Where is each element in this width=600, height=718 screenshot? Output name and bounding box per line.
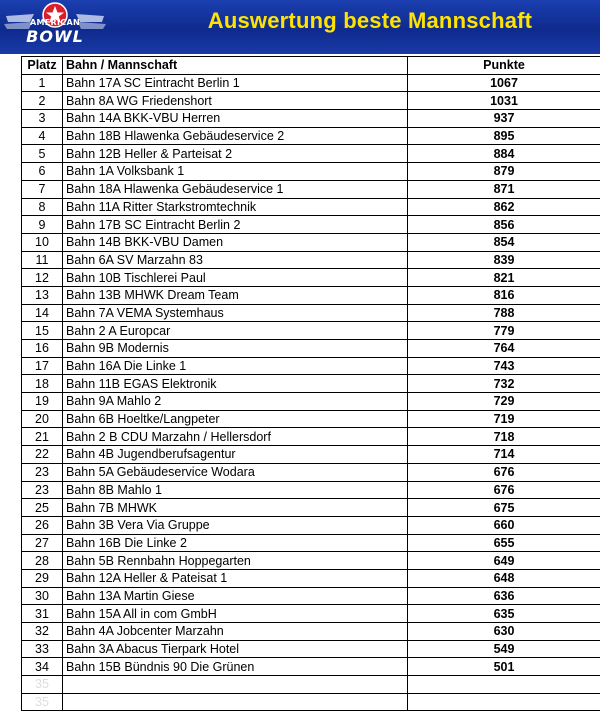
team-cell: Bahn 14B BKK-VBU Damen	[63, 233, 408, 251]
punkte-cell: 635	[408, 605, 600, 623]
platz-cell: 11	[22, 251, 63, 269]
table-row	[22, 410, 600, 428]
platz-cell: 32	[22, 623, 63, 641]
punkte-cell: 764	[408, 340, 600, 358]
punkte-cell: 871	[408, 180, 600, 198]
punkte-cell: 1031	[408, 92, 600, 110]
header-banner	[0, 0, 600, 54]
table-row	[22, 605, 600, 623]
table-row	[22, 163, 600, 181]
team-cell: Bahn 16B Die Linke 2	[63, 534, 408, 552]
table-row	[22, 74, 600, 92]
punkte-cell: 895	[408, 127, 600, 145]
column-header-platz: Platz	[22, 57, 63, 75]
table-row	[22, 534, 600, 552]
table-row	[22, 92, 600, 110]
table-row	[22, 446, 600, 464]
team-cell: Bahn 9B Modernis	[63, 340, 408, 358]
table-row	[22, 623, 600, 641]
punkte-cell: 636	[408, 587, 600, 605]
team-cell: Bahn 4A Jobcenter Marzahn	[63, 623, 408, 641]
team-cell: Bahn 15A All in com GmbH	[63, 605, 408, 623]
table-row	[22, 127, 600, 145]
team-cell: Bahn 11B EGAS Elektronik	[63, 375, 408, 393]
table-row	[22, 216, 600, 234]
platz-cell: 29	[22, 569, 63, 587]
punkte-cell: 821	[408, 269, 600, 287]
platz-cell: 12	[22, 269, 63, 287]
platz-cell: 16	[22, 340, 63, 358]
table-row	[22, 658, 600, 676]
punkte-cell: 676	[408, 463, 600, 481]
punkte-cell: 649	[408, 552, 600, 570]
team-cell: Bahn 18A Hlawenka Gebäudeservice 1	[63, 180, 408, 198]
team-cell: Bahn 14A BKK-VBU Herren	[63, 110, 408, 128]
table-row	[22, 640, 600, 658]
platz-cell: 35	[22, 676, 63, 694]
platz-cell: 31	[22, 605, 63, 623]
table-row	[22, 516, 600, 534]
team-cell	[63, 676, 408, 694]
platz-cell: 25	[22, 499, 63, 517]
table-row	[22, 552, 600, 570]
punkte-cell: 501	[408, 658, 600, 676]
logo-text-bowl: BOWL	[26, 27, 84, 46]
punkte-cell: 856	[408, 216, 600, 234]
table-row	[22, 110, 600, 128]
table-row	[22, 676, 600, 694]
punkte-cell: 655	[408, 534, 600, 552]
page-title: Auswertung beste Mannschaft	[207, 8, 533, 33]
table-row	[22, 322, 600, 340]
table-row	[22, 233, 600, 251]
platz-cell: 30	[22, 587, 63, 605]
team-cell: Bahn 5B Rennbahn Hoppegarten	[63, 552, 408, 570]
team-cell: Bahn 3A Abacus Tierpark Hotel	[63, 640, 408, 658]
team-cell: Bahn 11A Ritter Starkstromtechnik	[63, 198, 408, 216]
punkte-cell	[408, 693, 600, 711]
logo-text-american: AMERICAN	[30, 18, 80, 27]
punkte-cell: 788	[408, 304, 600, 322]
platz-cell: 22	[22, 446, 63, 464]
table-row	[22, 463, 600, 481]
punkte-cell: 719	[408, 410, 600, 428]
team-cell: Bahn 6B Hoeltke/Langpeter	[63, 410, 408, 428]
team-cell: Bahn 7A VEMA Systemhaus	[63, 304, 408, 322]
punkte-cell: 732	[408, 375, 600, 393]
punkte-cell: 675	[408, 499, 600, 517]
column-header-team: Bahn / Mannschaft	[63, 57, 408, 75]
platz-cell: 20	[22, 410, 63, 428]
american-bowl-logo	[4, 2, 106, 52]
platz-cell: 19	[22, 393, 63, 411]
platz-cell: 8	[22, 198, 63, 216]
platz-cell: 4	[22, 127, 63, 145]
results-table	[21, 56, 600, 711]
table-row	[22, 198, 600, 216]
platz-cell: 14	[22, 304, 63, 322]
team-cell: Bahn 2 A Europcar	[63, 322, 408, 340]
table-header-row	[22, 57, 600, 75]
platz-cell: 10	[22, 233, 63, 251]
table-row	[22, 499, 600, 517]
table-row	[22, 286, 600, 304]
punkte-cell: 816	[408, 286, 600, 304]
team-cell: Bahn 17B SC Eintracht Berlin 2	[63, 216, 408, 234]
team-cell: Bahn 4B Jugendberufsagentur	[63, 446, 408, 464]
punkte-cell: 884	[408, 145, 600, 163]
table-row	[22, 693, 600, 711]
table-row	[22, 357, 600, 375]
punkte-cell	[408, 676, 600, 694]
platz-cell: 27	[22, 534, 63, 552]
team-cell: Bahn 8A WG Friedenshort	[63, 92, 408, 110]
platz-cell: 23	[22, 463, 63, 481]
team-cell: Bahn 16A Die Linke 1	[63, 357, 408, 375]
platz-cell: 2	[22, 92, 63, 110]
punkte-cell: 549	[408, 640, 600, 658]
punkte-cell: 879	[408, 163, 600, 181]
table-row	[22, 269, 600, 287]
punkte-cell: 839	[408, 251, 600, 269]
platz-cell: 5	[22, 145, 63, 163]
punkte-cell: 779	[408, 322, 600, 340]
team-cell: Bahn 15B Bündnis 90 Die Grünen	[63, 658, 408, 676]
punkte-cell: 743	[408, 357, 600, 375]
table-row	[22, 180, 600, 198]
table-row	[22, 304, 600, 322]
platz-cell: 9	[22, 216, 63, 234]
platz-cell: 17	[22, 357, 63, 375]
platz-cell: 33	[22, 640, 63, 658]
table-row	[22, 587, 600, 605]
team-cell: Bahn 3B Vera Via Gruppe	[63, 516, 408, 534]
team-cell	[63, 693, 408, 711]
table-row	[22, 393, 600, 411]
table-row	[22, 251, 600, 269]
team-cell: Bahn 2 B CDU Marzahn / Hellersdorf	[63, 428, 408, 446]
table-row	[22, 481, 600, 499]
platz-cell: 1	[22, 74, 63, 92]
platz-cell: 34	[22, 658, 63, 676]
team-cell: Bahn 9A Mahlo 2	[63, 393, 408, 411]
platz-cell: 3	[22, 110, 63, 128]
punkte-cell: 718	[408, 428, 600, 446]
platz-cell: 7	[22, 180, 63, 198]
team-cell: Bahn 12B Heller & Parteisat 2	[63, 145, 408, 163]
punkte-cell: 630	[408, 623, 600, 641]
table-row	[22, 569, 600, 587]
table-row	[22, 428, 600, 446]
punkte-cell: 714	[408, 446, 600, 464]
table-row	[22, 375, 600, 393]
table-row	[22, 145, 600, 163]
column-header-punkte: Punkte	[408, 57, 600, 75]
punkte-cell: 729	[408, 393, 600, 411]
team-cell: Bahn 7B MHWK	[63, 499, 408, 517]
team-cell: Bahn 17A SC Eintracht Berlin 1	[63, 74, 408, 92]
punkte-cell: 862	[408, 198, 600, 216]
platz-cell: 13	[22, 286, 63, 304]
platz-cell: 35	[22, 693, 63, 711]
team-cell: Bahn 10B Tischlerei Paul	[63, 269, 408, 287]
platz-cell: 26	[22, 516, 63, 534]
platz-cell: 21	[22, 428, 63, 446]
platz-cell: 15	[22, 322, 63, 340]
team-cell: Bahn 12A Heller & Pateisat 1	[63, 569, 408, 587]
punkte-cell: 660	[408, 516, 600, 534]
team-cell: Bahn 8B Mahlo 1	[63, 481, 408, 499]
team-cell: Bahn 5A Gebäudeservice Wodara	[63, 463, 408, 481]
team-cell: Bahn 1A Volksbank 1	[63, 163, 408, 181]
punkte-cell: 854	[408, 233, 600, 251]
punkte-cell: 676	[408, 481, 600, 499]
team-cell: Bahn 13B MHWK Dream Team	[63, 286, 408, 304]
platz-cell: 6	[22, 163, 63, 181]
table-row	[22, 340, 600, 358]
platz-cell: 23	[22, 481, 63, 499]
punkte-cell: 1067	[408, 74, 600, 92]
punkte-cell: 937	[408, 110, 600, 128]
team-cell: Bahn 6A SV Marzahn 83	[63, 251, 408, 269]
platz-cell: 28	[22, 552, 63, 570]
punkte-cell: 648	[408, 569, 600, 587]
team-cell: Bahn 18B Hlawenka Gebäudeservice 2	[63, 127, 408, 145]
team-cell: Bahn 13A Martin Giese	[63, 587, 408, 605]
platz-cell: 18	[22, 375, 63, 393]
